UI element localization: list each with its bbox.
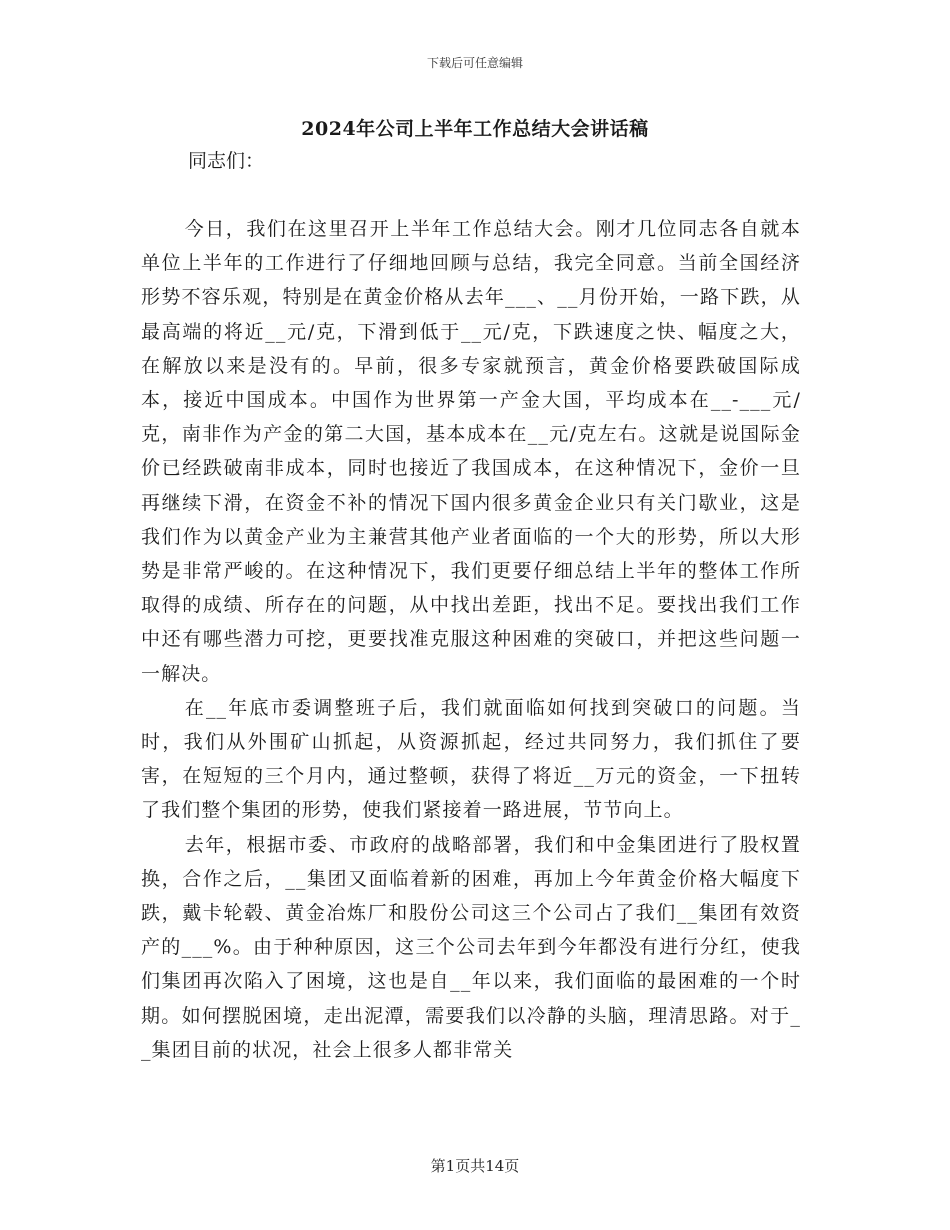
document-body [141, 212, 801, 1067]
paragraph: 今日，我们在这里召开上半年工作总结大会。刚才几位同志各自就本单位上半年的工作进行了仔细地回顾与总结，我完全同意。当前全国经济形势不容乐观，特别是在黄金价格从去年___、__月份开始，一路下跌，从最高端的将近__元/克，下滑到低于__元/克，下跌速度之快、幅度之大，在解放以来是没有的。早前，很多专家就预言，黄金价格要跌破国际成本，接近中国成本。中国作为世界第一产金大国，平均成本在__-___元/克，南非作为产金的第二大国，基本成本在__元/克左右。这就是说国际金价已经跌破南非成本，同时也接近了我国成本，在这种情况下，金价一旦再继续下滑，在资金不补的情况下国内很多黄金企业只有关门歇业，这是我们作为以黄金产业为主兼营其他产业者面临的一个大的形势，所以大形势是非常严峻的。在这种情况下，我们更要仔细总结上半年的整体工作所取得的成绩、所存在的问题，从中找出差距，找出不足。要找出我们工作中还有哪些潜力可挖，更要找准克服这种困难的突破口，并把这些问题一一解决。 [141, 218, 801, 685]
header-note: 下载后可任意编辑 [426, 56, 523, 70]
document-title: 2024年公司上半年工作总结大会讲话稿 [301, 118, 649, 140]
page-number: 第1页共14页 [430, 1157, 520, 1175]
paragraph: 在__年底市委调整班子后，我们就面临如何找到突破口的问题。当时，我们从外围矿山抓起，从资源抓起，经过共同努力，我们抓住了要害，在短短的三个月内，通过整顿，获得了将近__万元的资金，一下扭转了我们整个集团的形势，使我们紧接着一路进展，节节向上。 [141, 696, 801, 822]
salutation: 同志们： [188, 150, 265, 172]
paragraph: 去年，根据市委、市政府的战略部署，我们和中金集团进行了股权置换，合作之后，__集团又面临着新的困难，再加上今年黄金价格大幅度下跌，戴卡轮毂、黄金冶炼厂和股份公司这三个公司占了我们__集团有效资产的___%。由于种种原因，这三个公司去年到今年都没有进行分红，使我们集团再次陷入了困境，这也是自__年以来，我们面临的最困难的一个时期。如何摆脱困境，走出泥潭，需要我们以冷静的头脑，理清思路。对于__集团目前的状况，社会上很多人都非常关 [141, 833, 801, 1061]
